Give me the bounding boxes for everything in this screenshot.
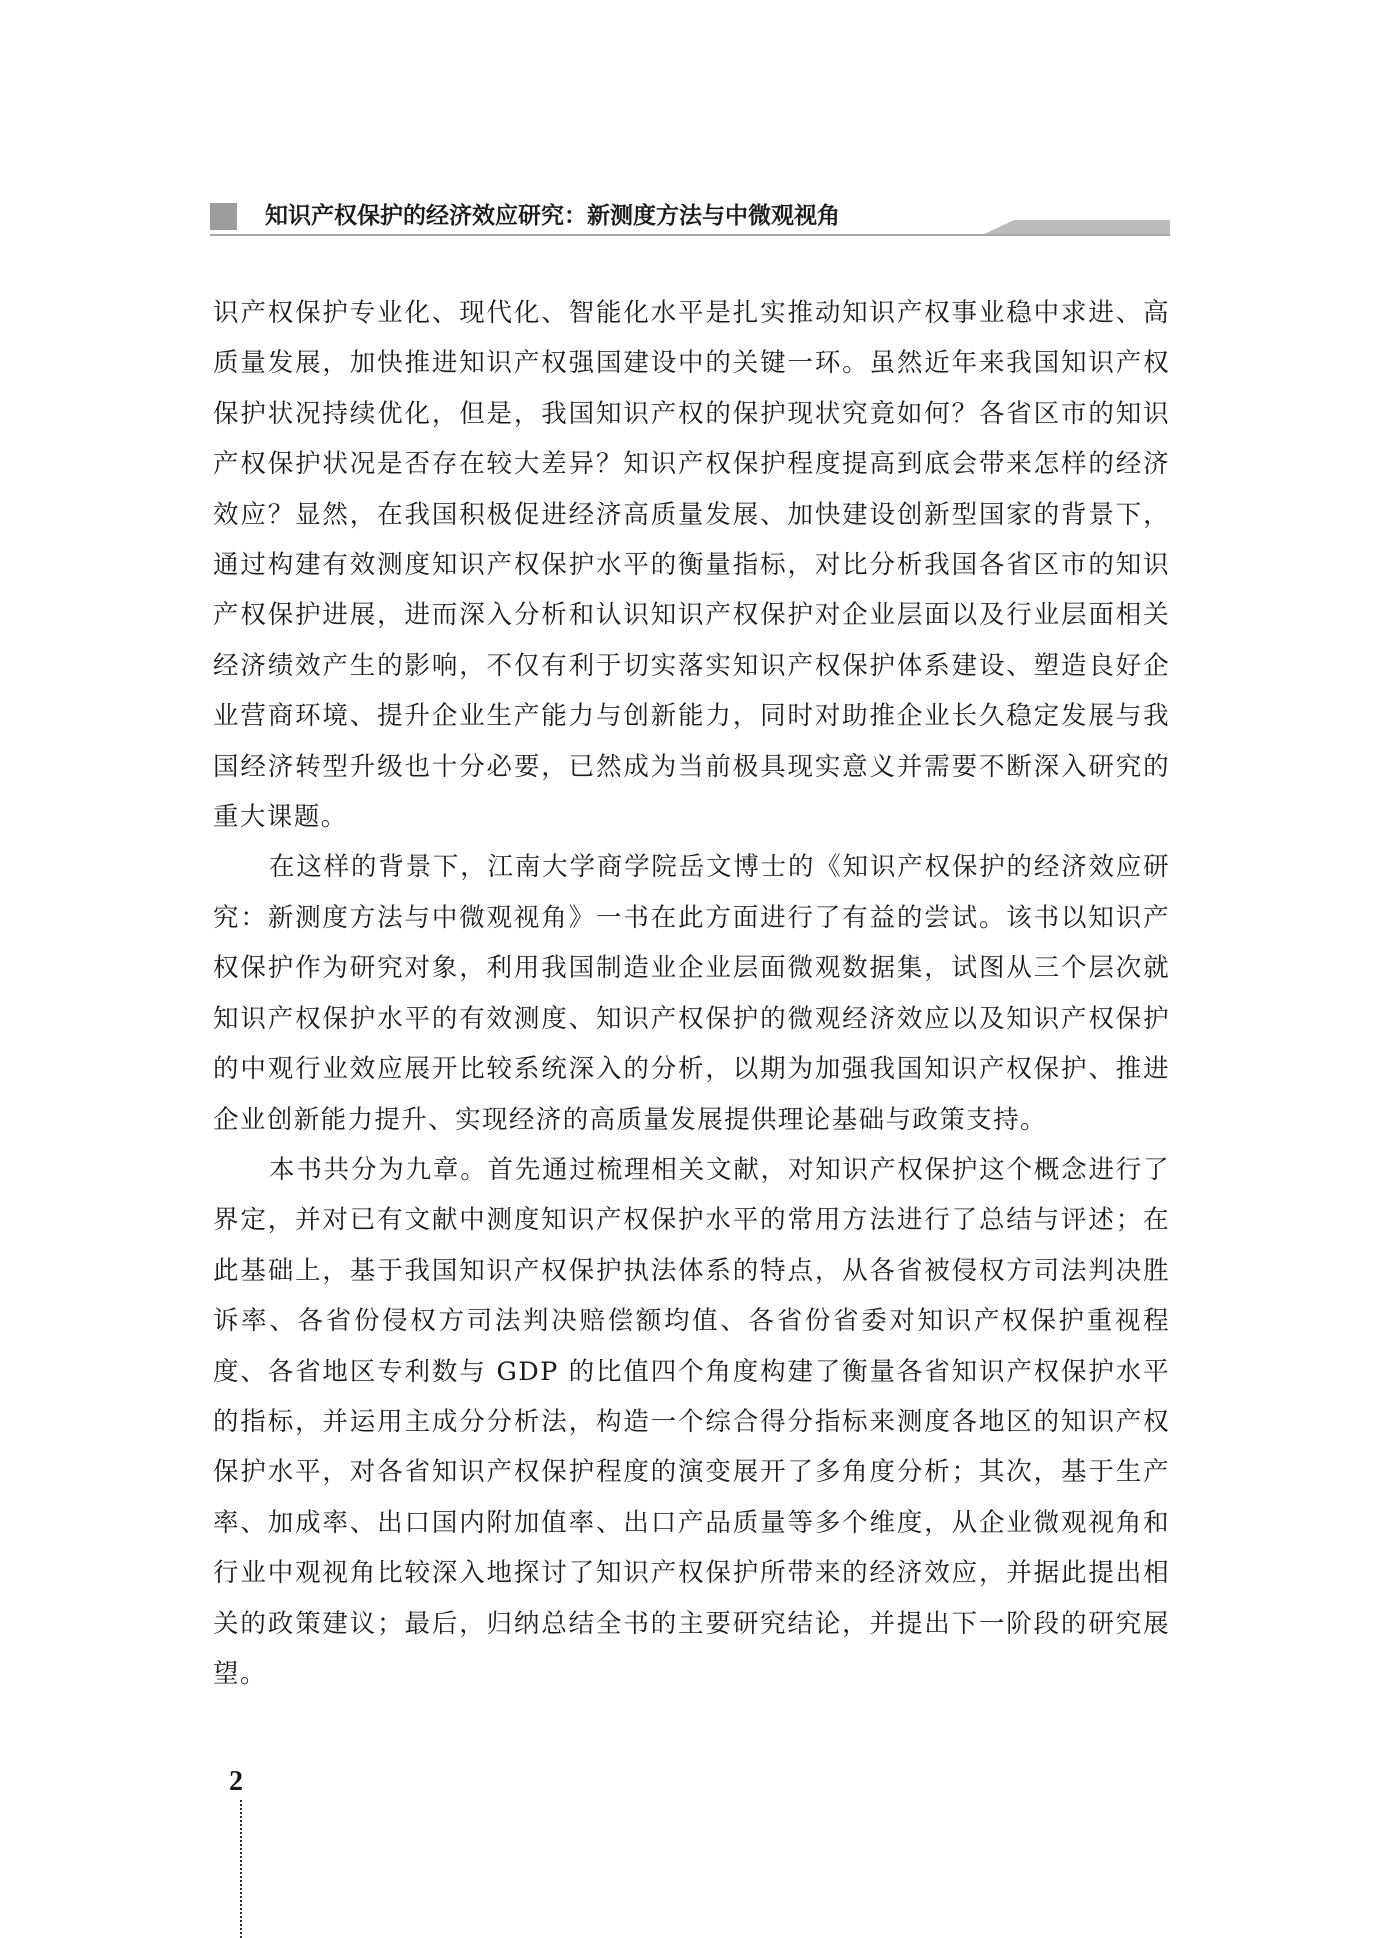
paragraph-background: 在这样的背景下，江南大学商学院岳文博士的《知识产权保护的经济效应研究：新测度方法与中微观视角》一书在此方面进行了有益的尝试。该书以知识产权保护作为研究对象，利用我国制造业企业层面微观数据集，试图从三个层次就知识产权保护水平的有效测度、知识产权保护的微观经济效应以及知识产权保护的中观行业效应展开比较系统深入的分析，以期为加强我国知识产权保护、推进企业创新能力提升、实现经济的高质量发展提供理论基础与政策支持。 (213, 852, 1170, 1135)
running-header (210, 198, 1170, 238)
header-marker-square (210, 203, 237, 230)
header-title: 知识产权保护的经济效应研究：新测度方法与中微观视角 (265, 203, 840, 229)
page-number: 2 (229, 1766, 243, 1797)
body-text (213, 288, 1170, 1699)
folio-dotted-line (240, 1800, 242, 1938)
header-rule (210, 234, 1170, 236)
paragraph-continued: 识产权保护专业化、现代化、智能化水平是扎实推动知识产权事业稳中求进、高质量发展，加快推进知识产权强国建设中的关键一环。虽然近年来我国知识产权保护状况持续优化，但是，我国知识产权的保护现状究竟如何？各省区市的知识产权保护状况是否存在较大差异？知识产权保护程度提高到底会带来怎样的经济效应？显然，在我国积极促进经济高质量发展、加快建设创新型国家的背景下，通过构建有效测度知识产权保护水平的衡量指标，对比分析我国各省区市的知识产权保护进展，进而深入分析和认识知识产权保护对企业层面以及行业层面相关经济绩效产生的影响，不仅有利于切实落实知识产权保护体系建设、塑造良好企业营商环境、提升企业生产能力与创新能力，同时对助推企业长久稳定发展与我国经济转型升级也十分必要，已然成为当前极具现实意义并需要不断深入研究的重大课题。 (213, 298, 1170, 833)
paragraph-structure: 本书共分为九章。首先通过梳理相关文献，对知识产权保护这个概念进行了界定，并对已有文献中测度知识产权保护水平的常用方法进行了总结与评述；在此基础上，基于我国知识产权保护执法体系的特点，从各省被侵权方司法判决胜诉率、各省份侵权方司法判决赔偿额均值、各省份省委对知识产权保护重视程度、各省地区专利数与 GDP 的比值四个角度构建了衡量各省知识产权保护水平的指标，并运用主成分分析法，构造一个综合得分指标来测度各地区的知识产权保护水平，对各省知识产权保护程度的演变展开了多角度分析；其次，基于生产率、加成率、出口国内附加值率、出口产品质量等多个维度，从企业微观视角和行业中观视角比较深入地探讨了知识产权保护所带来的经济效应，并据此提出相关的政策建议；最后，归纳总结全书的主要研究结论，并提出下一阶段的研究展望。 (213, 1154, 1170, 1689)
